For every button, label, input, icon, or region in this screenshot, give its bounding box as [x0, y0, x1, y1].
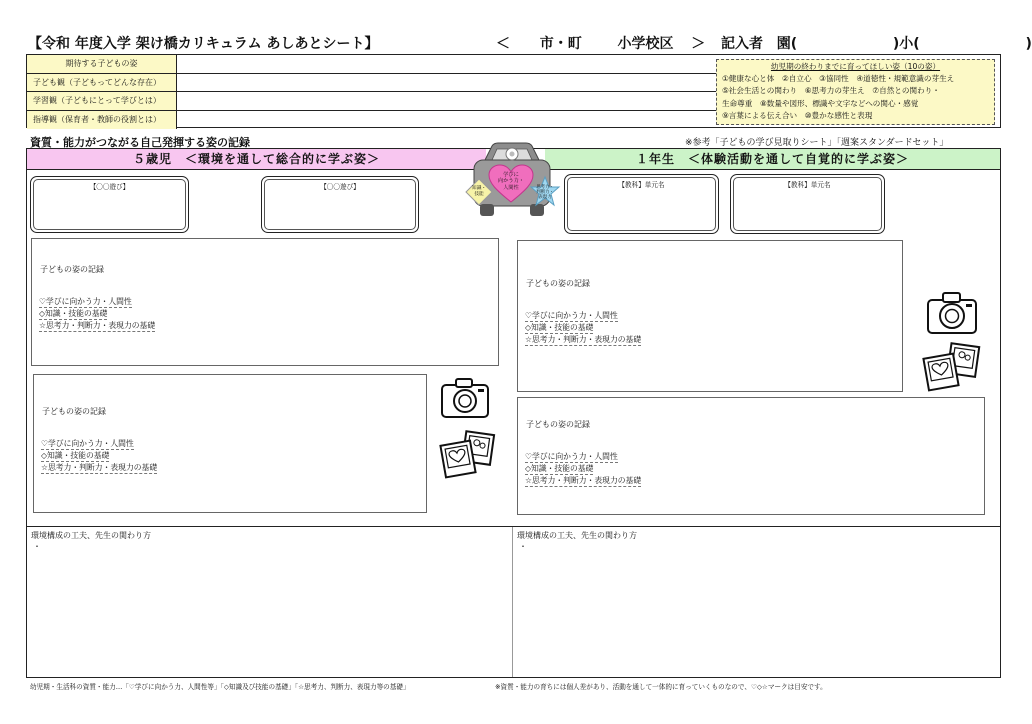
photos-icon — [923, 342, 981, 392]
record-item: ☆思考力・判断力・表現力の基礎 — [41, 463, 158, 472]
record-box[interactable] — [33, 374, 427, 513]
bracket-close: ＞ — [691, 36, 706, 52]
env-title-right: 環境構成の工夫、先生の関わり方 — [517, 531, 637, 540]
star-text: 表現力 — [538, 195, 552, 201]
footer-right: ※資質・能力の育ちには個人差があり、活動を通して一体的に育っていくものなので、♡◇☆マークは目安です。 — [495, 683, 827, 691]
grade1-band: １年生 ＜体験活動を通して自覚的に学ぶ姿＞ — [545, 149, 1000, 170]
philosophy-row[interactable] — [27, 55, 717, 74]
paren-close: ) — [1025, 36, 1032, 52]
record-box[interactable] — [517, 240, 903, 392]
philosophy-row[interactable] — [27, 111, 717, 130]
record-item: ◇知識・技能の基礎 — [39, 309, 108, 318]
school-info — [496, 33, 1032, 53]
ten-goals-line: ①健康な心と体 ②自立心 ③協同性 ④道徳性・規範意識の芽生え — [722, 74, 955, 84]
heart-badge — [488, 164, 534, 204]
subject-box[interactable] — [730, 174, 885, 234]
heart-text: 学びに — [503, 172, 519, 178]
record-item: ☆思考力・判断力・表現力の基礎 — [525, 335, 642, 344]
env-divider — [27, 526, 1000, 527]
school-district-label: 小学校区 — [617, 36, 674, 52]
record-title: 子どもの姿の記録 — [526, 279, 590, 288]
env-title-left: 環境構成の工夫、先生の関わり方 — [31, 531, 151, 540]
heart-text: 向かう力・ — [498, 178, 524, 185]
ten-goals-box — [716, 59, 995, 125]
record-box[interactable] — [31, 238, 499, 366]
record-title: 子どもの姿の記録 — [40, 265, 104, 274]
play-box[interactable] — [261, 176, 419, 233]
record-item: ◇知識・技能の基礎 — [41, 451, 110, 460]
record-item: ◇知識・技能の基礎 — [525, 464, 594, 473]
record-item: ♡学びに向かう力・人間性 — [39, 297, 132, 306]
record-box[interactable] — [517, 397, 985, 515]
philosophy-row-label: 指導観（保育者・教師の役割とは） — [27, 111, 177, 130]
kindergarten-label: 園( — [776, 36, 798, 52]
section-note: ※参考「子どもの学び見取りシート」「週案スタンダードセット」 — [685, 138, 949, 148]
record-item: ♡学びに向かう力・人間性 — [525, 452, 618, 461]
sheet-title: 【令和 年度入学 架け橋カリキュラム あしあとシート】 — [28, 36, 379, 52]
photos-icon — [440, 429, 496, 479]
record-item: ♡学びに向かう力・人間性 — [41, 439, 134, 448]
record-item: ☆思考力・判断力・表現力の基礎 — [525, 476, 642, 485]
ten-goals-title: 幼児期の終わりまでに育ってほしい姿（10の姿） — [770, 62, 941, 71]
play-box-label: 【〇〇遊び】 — [320, 183, 360, 191]
philosophy-row[interactable] — [27, 74, 717, 93]
city-label: 市・町 — [539, 36, 582, 52]
ten-goals-line: ⑤社会生活との関わり ⑥思考力の芽生え ⑦自然との関わり・ — [722, 86, 940, 96]
star-text: 思考力・ — [536, 185, 554, 190]
env-bullet-right[interactable]: ・ — [519, 542, 527, 551]
elementary-label: )小( — [892, 36, 920, 52]
kindergarten-band: ５歳児 ＜環境を通して総合的に学ぶ姿＞ — [27, 149, 486, 170]
record-title: 子どもの姿の記録 — [526, 420, 590, 429]
philosophy-row-label: 学習観（子どもにとって学びとは） — [27, 92, 177, 110]
env-bullet-left[interactable]: ・ — [33, 542, 41, 551]
footer-left: 幼児期・生活科の資質・能力…「♡学びに向かう力、人間性等」「◇知識及び技能の基礎」「☆思考力、判断力、表現力等の基礎」 — [30, 683, 410, 691]
env-center-divider — [512, 527, 513, 677]
subject-box[interactable] — [564, 174, 719, 234]
star-text: 判断力・ — [536, 190, 554, 196]
recorder-label: 記入者 — [721, 36, 763, 52]
diamond-badge — [465, 178, 493, 206]
ten-goals-line: 生命尊重 ⑧数量や図形、標識や文字などへの関心・感覚 — [722, 98, 919, 108]
record-item: ☆思考力・判断力・表現力の基礎 — [39, 321, 156, 330]
heart-text: 人間性 — [503, 184, 519, 191]
subject-box-label: 【教科】単元名 — [784, 181, 831, 189]
record-item: ♡学びに向かう力・人間性 — [525, 311, 618, 320]
diamond-text: 技能 — [474, 192, 484, 197]
bracket-open: ＜ — [496, 36, 510, 52]
philosophy-row-label: 期待する子どもの姿 — [27, 55, 177, 73]
play-box-label: 【〇〇遊び】 — [89, 183, 130, 191]
section-title: 資質・能力がつながる自己発揮する姿の記録 — [30, 136, 250, 149]
play-box[interactable] — [30, 176, 189, 233]
subject-box-label: 【教科】単元名 — [618, 181, 665, 189]
diamond-text: 知識・ — [471, 186, 487, 191]
star-badge — [530, 176, 560, 206]
record-item: ◇知識・技能の基礎 — [525, 323, 594, 332]
ten-goals-line: ⑨言葉による伝え合い ⑩豊かな感性と表現 — [722, 110, 873, 120]
philosophy-row[interactable] — [27, 92, 717, 111]
record-title: 子どもの姿の記録 — [42, 407, 106, 416]
camera-icon — [440, 377, 490, 419]
camera-icon — [926, 291, 978, 335]
philosophy-row-label: 子ども観（子どもってどんな存在） — [27, 74, 177, 92]
